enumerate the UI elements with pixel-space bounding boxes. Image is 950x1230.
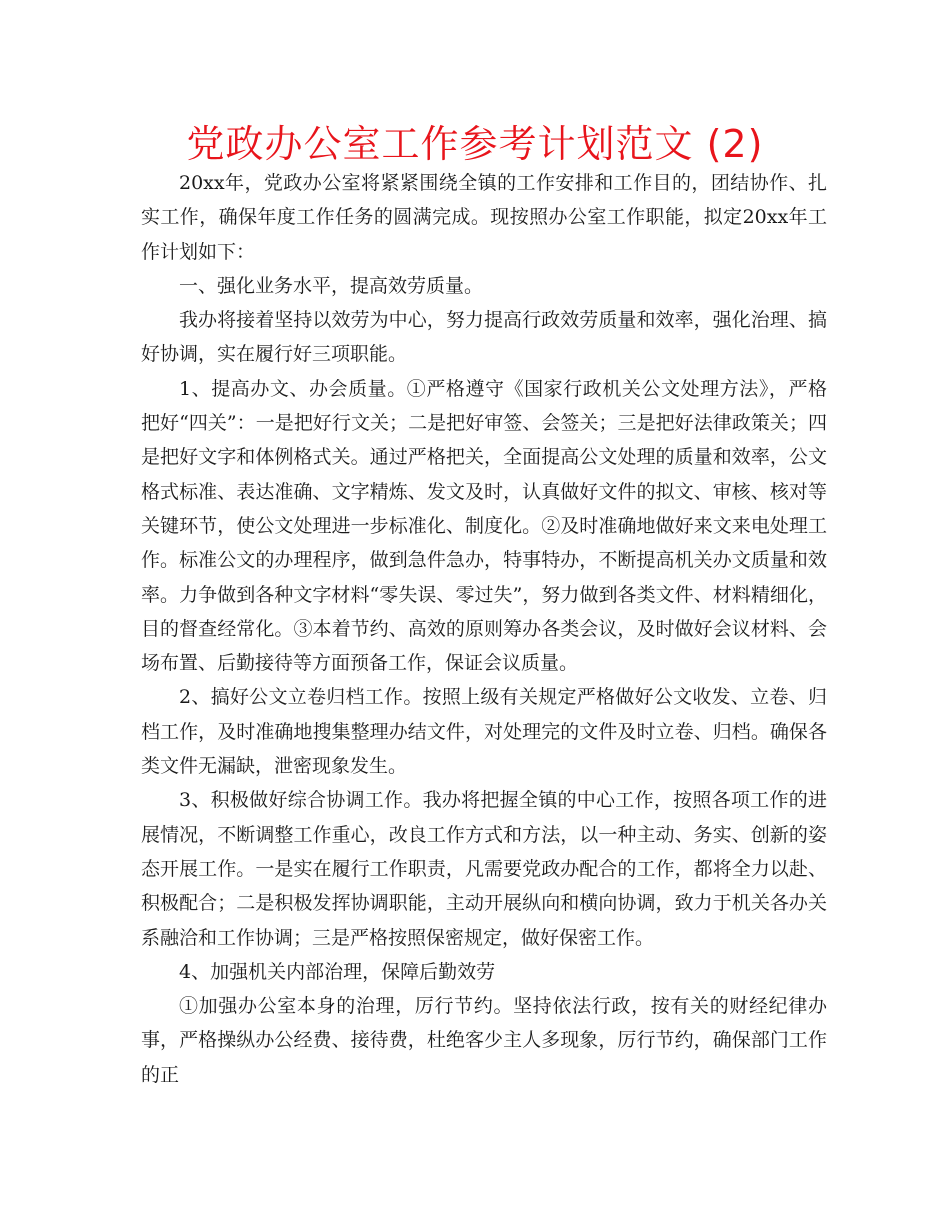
- paragraph-intro: 20xx年，党政办公室将紧紧围绕全镇的工作安排和工作目的，团结协作、扎实工作，确保年度工作任务的圆满完成。现按照办公室工作职能，拟定20xx年工作计划如下：: [141, 172, 827, 263]
- section-heading-1: 一、强化业务水平，提高效劳质量。: [179, 274, 484, 297]
- document-body: [141, 166, 827, 1092]
- paragraph-item-1: 1、提高办文、办会质量。①严格遵守《国家行政机关公文处理方法》，严格把好“四关”：一是把好行文关；二是把好审签、会签关；三是把好法律政策关；四是把好文字和体例格式关。通过严格把关，全面提高公文处理的质量和效率，公文格式标准、表达准确、文字精炼、发文及时，认真做好文件的拟文、审核、核对等关键环节，使公文处理进一步标准化、制度化。②及时准确地做好来文来电处理工作。标准公文的办理程序，做到急件急办，特事特办，不断提高机关办文质量和效率。力争做到各种文字材料“零失误、零过失”，努力做到各类文件、材料精细化，目的督查经常化。③本着节约、高效的原则筹办各类会议，及时做好会议材料、会场布置、后勤接待等方面预备工作，保证会议质量。: [141, 377, 827, 675]
- paragraph-item-2: 2、搞好公文立卷归档工作。按照上级有关规定严格做好公文收发、立卷、归档工作，及时准确地搜集整理办结文件，对处理完的文件及时立卷、归档。确保各类文件无漏缺，泄密现象发生。: [141, 686, 827, 778]
- paragraph-item-3: 3、积极做好综合协调工作。我办将把握全镇的中心工作，按照各项工作的进展情况，不断调整工作重心，改良工作方式和方法，以一种主动、务实、创新的姿态开展工作。一是实在履行工作职责，凡需要党政办配合的工作，都将全力以赴、积极配合；二是积极发挥协调职能，主动开展纵向和横向协调，致力于机关各办关系融洽和工作协调；三是严格按照保密规定，做好保密工作。: [141, 789, 827, 949]
- document-title: 党政办公室工作参考计划范文 (2): [186, 122, 764, 166]
- paragraph-item-4-heading: 4、加强机关内部治理，保障后勤效劳: [179, 960, 496, 983]
- paragraph-item-4-detail: ①加强办公室本身的治理，厉行节约。坚持依法行政，按有关的财经纪律办事，严格操纵办公经费、接待费，杜绝客少主人多现象，厉行节约，确保部门工作的正: [141, 995, 827, 1086]
- paragraph-service: 我办将接着坚持以效劳为中心，努力提高行政效劳质量和效率，强化治理、搞好协调，实在履行好三项职能。: [141, 309, 827, 366]
